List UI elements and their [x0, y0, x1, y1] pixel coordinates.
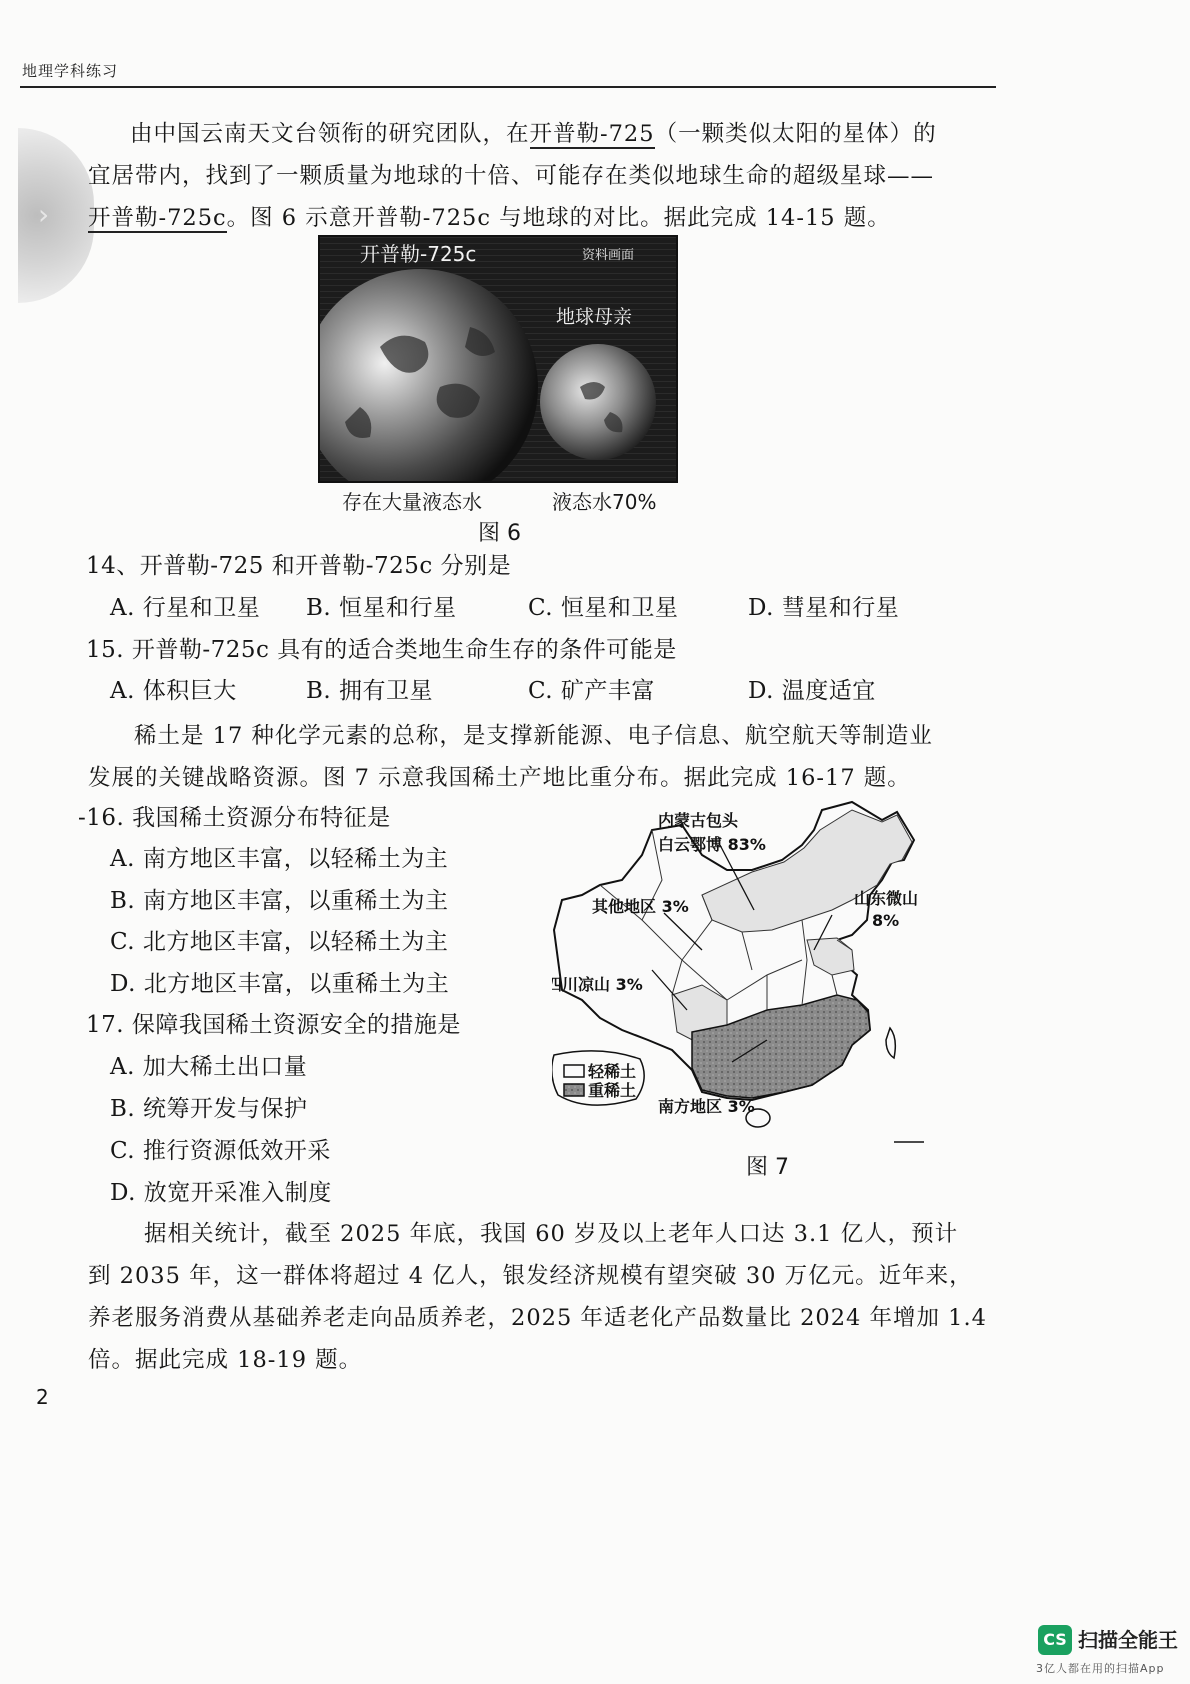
q16-choice-a[interactable]: A. 南方地区丰富，以轻稀土为主	[110, 846, 449, 872]
china-rare-earth-map	[552, 800, 984, 1172]
choice-b[interactable]: B. 恒星和行星	[306, 595, 457, 621]
q16-stem: -16. 我国稀土资源分布特征是	[78, 805, 391, 831]
q17-choice-d[interactable]: D. 放宽开采准入制度	[110, 1180, 332, 1206]
passage3-line1: 据相关统计，截至 2025 年底，我国 60 岁及以上老年人口达 3.1 亿人，预计	[144, 1221, 959, 1247]
taiwan-island	[886, 1028, 895, 1058]
q16-choice-b[interactable]: B. 南方地区丰富，以重稀土为主	[110, 888, 449, 914]
planets-illustration	[320, 237, 676, 481]
q17-choice-a[interactable]: A. 加大稀土出口量	[110, 1054, 308, 1080]
legend-heavy-swatch	[564, 1084, 584, 1096]
q14-stem: 14、开普勒-725 和开普勒-725c 分别是	[86, 553, 512, 579]
passage1-text: （一颗类似太阳的星体）的	[654, 121, 937, 147]
watermark-slogan: 3亿人都在用的扫描App	[1036, 1662, 1165, 1675]
q17-stem: 17. 保障我国稀土资源安全的措施是	[86, 1012, 461, 1038]
choice-d[interactable]: D. 温度适宜	[748, 678, 876, 704]
label-baotou-line2: 白云鄂博 83%	[658, 835, 766, 854]
camscanner-logo-icon: CS	[1038, 1625, 1072, 1655]
page-number: 2	[36, 1385, 49, 1409]
q16-choice-c[interactable]: C. 北方地区丰富，以轻稀土为主	[110, 929, 449, 955]
figure7-map	[552, 800, 984, 1172]
choice-a[interactable]: A. 体积巨大	[110, 678, 237, 704]
q16-choice-d[interactable]: D. 北方地区丰富，以重稀土为主	[110, 971, 450, 997]
kepler-label: 开普勒-725c	[360, 242, 477, 266]
figure6-caption-right: 液态水70%	[552, 490, 657, 514]
choice-a[interactable]: A. 行星和卫星	[110, 595, 261, 621]
page-header: 地理学科练习	[22, 62, 119, 80]
label-shandong-line1: 山东微山	[854, 889, 919, 908]
earth-planet	[540, 344, 656, 460]
passage3-line2: 到 2035 年，这一群体将超过 4 亿人，银发经济规模有望突破 30 万亿元。近年来，	[88, 1263, 973, 1289]
figure6-image	[318, 235, 678, 483]
q17-choice-c[interactable]: C. 推行资源低效开采	[110, 1138, 331, 1164]
figure6-caption-left: 存在大量液态水	[342, 490, 482, 514]
underlined-term: 开普勒-725	[529, 121, 655, 147]
passage1-text: 。图 6 示意开普勒-725c 与地球的对比。据此完成 14-15 题。	[226, 205, 891, 231]
legend-light-swatch	[564, 1065, 584, 1077]
label-sichuan: 四川凉山 3%	[552, 975, 643, 994]
legend-heavy-label: 重稀土	[588, 1081, 637, 1100]
passage3-line3: 养老服务消费从基础养老走向品质养老，2025 年适老化产品数量比 2024 年增加 1.4	[88, 1305, 987, 1331]
figure7-title: 图 7	[746, 1155, 789, 1180]
underlined-term: 开普勒-725c	[88, 205, 227, 231]
header-rule	[20, 86, 996, 88]
passage1-text: 由中国云南天文台领衔的研究团队，在	[130, 121, 530, 147]
label-shandong-line2: 8%	[872, 911, 900, 930]
earth-label: 地球母亲	[556, 306, 633, 328]
label-south: 南方地区 3%	[658, 1097, 755, 1116]
passage1-line2: 宜居带内，找到了一颗质量为地球的十倍、可能存在类似地球生命的超级星球——	[88, 163, 935, 189]
passage2-line1: 稀土是 17 种化学元素的总称，是支撑新能源、电子信息、航空航天等制造业	[134, 723, 933, 749]
choice-d[interactable]: D. 彗星和行星	[748, 595, 900, 621]
choice-c[interactable]: C. 矿产丰富	[528, 678, 655, 704]
passage3-line4: 倍。据此完成 18-19 题。	[88, 1347, 363, 1373]
q15-stem: 15. 开普勒-725c 具有的适合类地生命生存的条件可能是	[86, 637, 677, 663]
label-other: 其他地区 3%	[592, 897, 689, 916]
q15-choices	[110, 671, 990, 712]
q14-choices	[110, 588, 990, 629]
figure6-title: 图 6	[478, 521, 521, 546]
label-baotou-line1: 内蒙古包头	[658, 811, 739, 830]
watermark-app-name: 扫描全能王	[1078, 1628, 1178, 1652]
legend-light-label: 轻稀土	[588, 1062, 637, 1081]
source-label: 资料画面	[582, 248, 635, 263]
choice-b[interactable]: B. 拥有卫星	[306, 678, 434, 704]
passage1-line1	[130, 113, 937, 155]
chevron-right-icon: ›	[38, 198, 50, 231]
choice-c[interactable]: C. 恒星和卫星	[528, 595, 679, 621]
q17-choice-b[interactable]: B. 统筹开发与保护	[110, 1096, 308, 1122]
page-curl	[18, 128, 94, 303]
passage1-line3	[88, 197, 891, 239]
passage2-line2: 发展的关键战略资源。图 7 示意我国稀土产地比重分布。据此完成 16-17 题。	[88, 765, 911, 791]
